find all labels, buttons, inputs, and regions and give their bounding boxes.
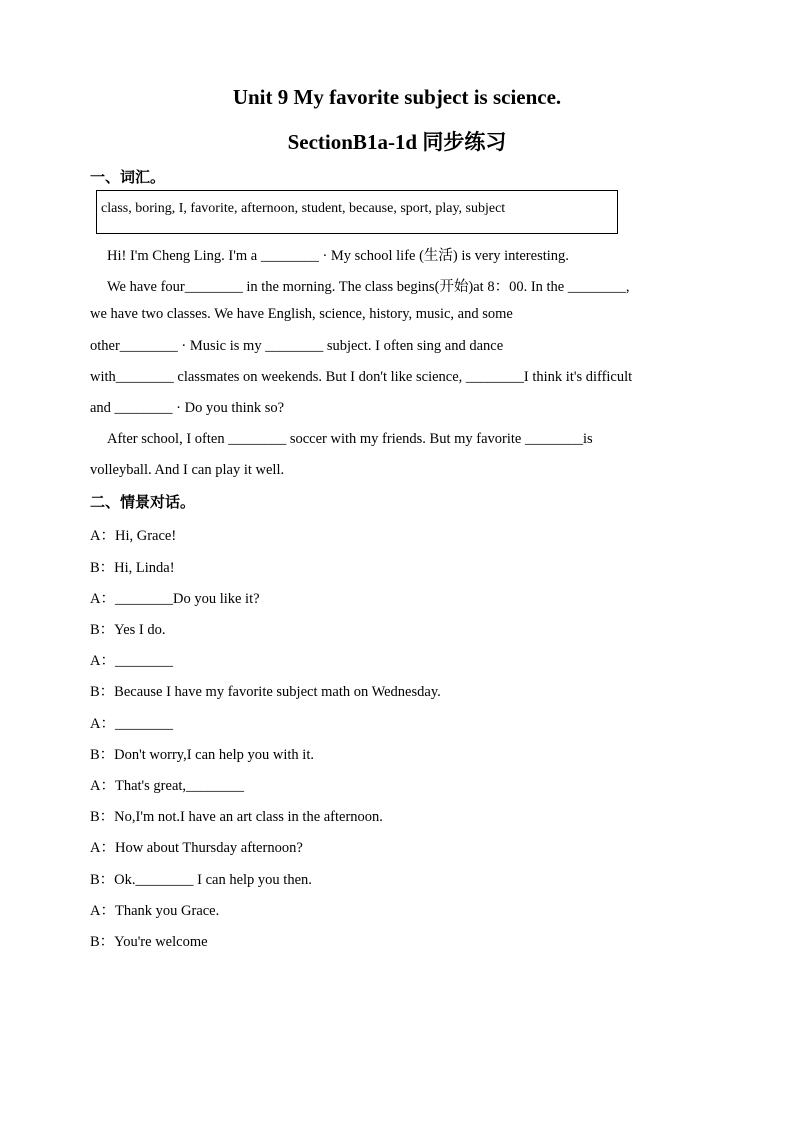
dialogue-line: B：Hi, Linda! [90,560,175,576]
passage-line: other________ · Music is my ________ subject. I often sing and dance [90,338,504,354]
dialogue-line: B：Because I have my favorite subject math on Wednesday. [90,684,441,700]
section-heading-vocabulary: 一、词汇。 [90,168,166,186]
dialogue-line: A：________Do you like it? [90,591,260,607]
dialogue-line: B：No,I'm not.I have an art class in the afternoon. [90,809,383,825]
dialogue-line: A：That's great,________ [90,778,245,794]
dialogue-line: A：Thank you Grace. [90,903,220,919]
passage-line: We have four________ in the morning. The class begins(开始)at 8：00. In the ________, [107,279,630,295]
dialogue-line: A：________ [90,653,173,669]
dialogue-line: B：Ok.________ I can help you then. [90,872,312,888]
dialogue-line: A：How about Thursday afternoon? [90,840,303,856]
passage-line: After school, I often ________ soccer with my friends. But my favorite ________is [107,431,593,447]
page-title: Unit 9 My favorite subject is science. [232,85,562,109]
dialogue-line: A：________ [90,716,173,732]
dialogue-line: B：Don't worry,I can help you with it. [90,747,314,763]
dialogue-line: B：You're welcome [90,934,208,950]
passage-line: with________ classmates on weekends. But I don't like science, ________I think it's difficult [90,369,633,385]
passage-line: Hi! I'm Cheng Ling. I'm a ________ · My school life (生活) is very interesting. [107,248,569,264]
section-heading-dialogue: 二、情景对话。 [90,493,196,511]
word-bank-box: class, boring, I, favorite, afternoon, student, because, sport, play, subject [96,190,618,234]
passage-line: volleyball. And I can play it well. [90,462,285,478]
passage-line: and ________ · Do you think so? [90,400,285,416]
page-subtitle: SectionB1a-1d 同步练习 [287,130,507,154]
dialogue-line: A：Hi, Grace! [90,528,177,544]
dialogue-line: B：Yes I do. [90,622,166,638]
passage-line: we have two classes. We have English, science, history, music, and some [90,306,513,322]
